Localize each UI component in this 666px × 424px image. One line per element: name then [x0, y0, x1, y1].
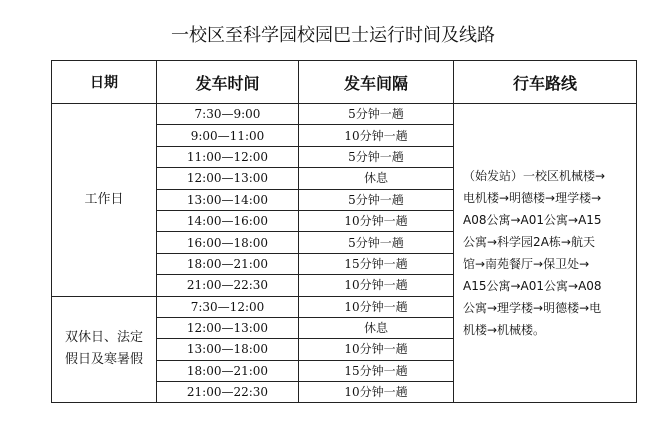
departure-time-cell: 21:00—22:30 [157, 382, 299, 403]
departure-time-cell: 18:00—21:00 [157, 360, 299, 381]
route-line: 机楼→机械楼。 [463, 323, 546, 338]
interval-cell: 休息 [299, 317, 454, 338]
route-line: A15公寓→A01公寓→A08 [463, 279, 602, 294]
departure-time-cell: 13:00—14:00 [157, 189, 299, 210]
day-type-holiday [52, 296, 157, 403]
table-row [52, 104, 637, 125]
interval-cell: 5分钟一趟 [299, 146, 454, 167]
departure-time-cell: 14:00—16:00 [157, 210, 299, 231]
route-line: 馆→南苑餐厅→保卫处→ [463, 257, 590, 272]
header-departure-time: 发车时间 [157, 61, 299, 104]
interval-cell: 5分钟一趟 [299, 232, 454, 253]
interval-cell: 5分钟一趟 [299, 104, 454, 125]
interval-cell: 10分钟一趟 [299, 275, 454, 296]
interval-cell: 5分钟一趟 [299, 189, 454, 210]
header-route: 行车路线 [454, 61, 637, 104]
departure-time-cell: 12:00—13:00 [157, 168, 299, 189]
route-cell [454, 104, 637, 403]
departure-time-cell: 7:30—9:00 [157, 104, 299, 125]
departure-time-cell: 11:00—12:00 [157, 146, 299, 167]
header-interval: 发车间隔 [299, 61, 454, 104]
departure-time-cell: 9:00—11:00 [157, 125, 299, 146]
day-type-label: 假日及寒暑假 [64, 352, 143, 368]
route-line: 公寓→理学楼→明德楼→电 [463, 301, 602, 316]
day-type-workday [52, 104, 157, 297]
header-day: 日期 [52, 61, 157, 104]
interval-cell: 10分钟一趟 [299, 382, 454, 403]
route-line: 电机楼→明德楼→理学楼→ [463, 191, 602, 206]
interval-cell: 10分钟一趟 [299, 339, 454, 360]
interval-cell: 10分钟一趟 [299, 296, 454, 317]
interval-cell: 10分钟一趟 [299, 210, 454, 231]
route-line: （始发站）一校区机械楼→ [463, 169, 606, 184]
departure-time-cell: 16:00—18:00 [157, 232, 299, 253]
departure-time-cell: 12:00—13:00 [157, 317, 299, 338]
departure-time-cell: 7:30—12:00 [157, 296, 299, 317]
header-row [52, 61, 637, 104]
departure-time-cell: 18:00—21:00 [157, 253, 299, 274]
route-line: 公寓→科学园2A栋→航天 [463, 235, 595, 250]
page-title: 一校区至科学园校园巴士运行时间及线路 [171, 25, 495, 46]
interval-cell: 15分钟一趟 [299, 360, 454, 381]
interval-cell: 10分钟一趟 [299, 125, 454, 146]
departure-time-cell: 21:00—22:30 [157, 275, 299, 296]
departure-time-cell: 13:00—18:00 [157, 339, 299, 360]
day-type-label: 双休日、法定 [64, 330, 143, 346]
interval-cell: 休息 [299, 168, 454, 189]
interval-cell: 15分钟一趟 [299, 253, 454, 274]
day-type-label: 工作日 [84, 191, 124, 207]
route-line: A08公寓→A01公寓→A15 [463, 213, 602, 228]
bus-schedule-table [51, 60, 637, 403]
